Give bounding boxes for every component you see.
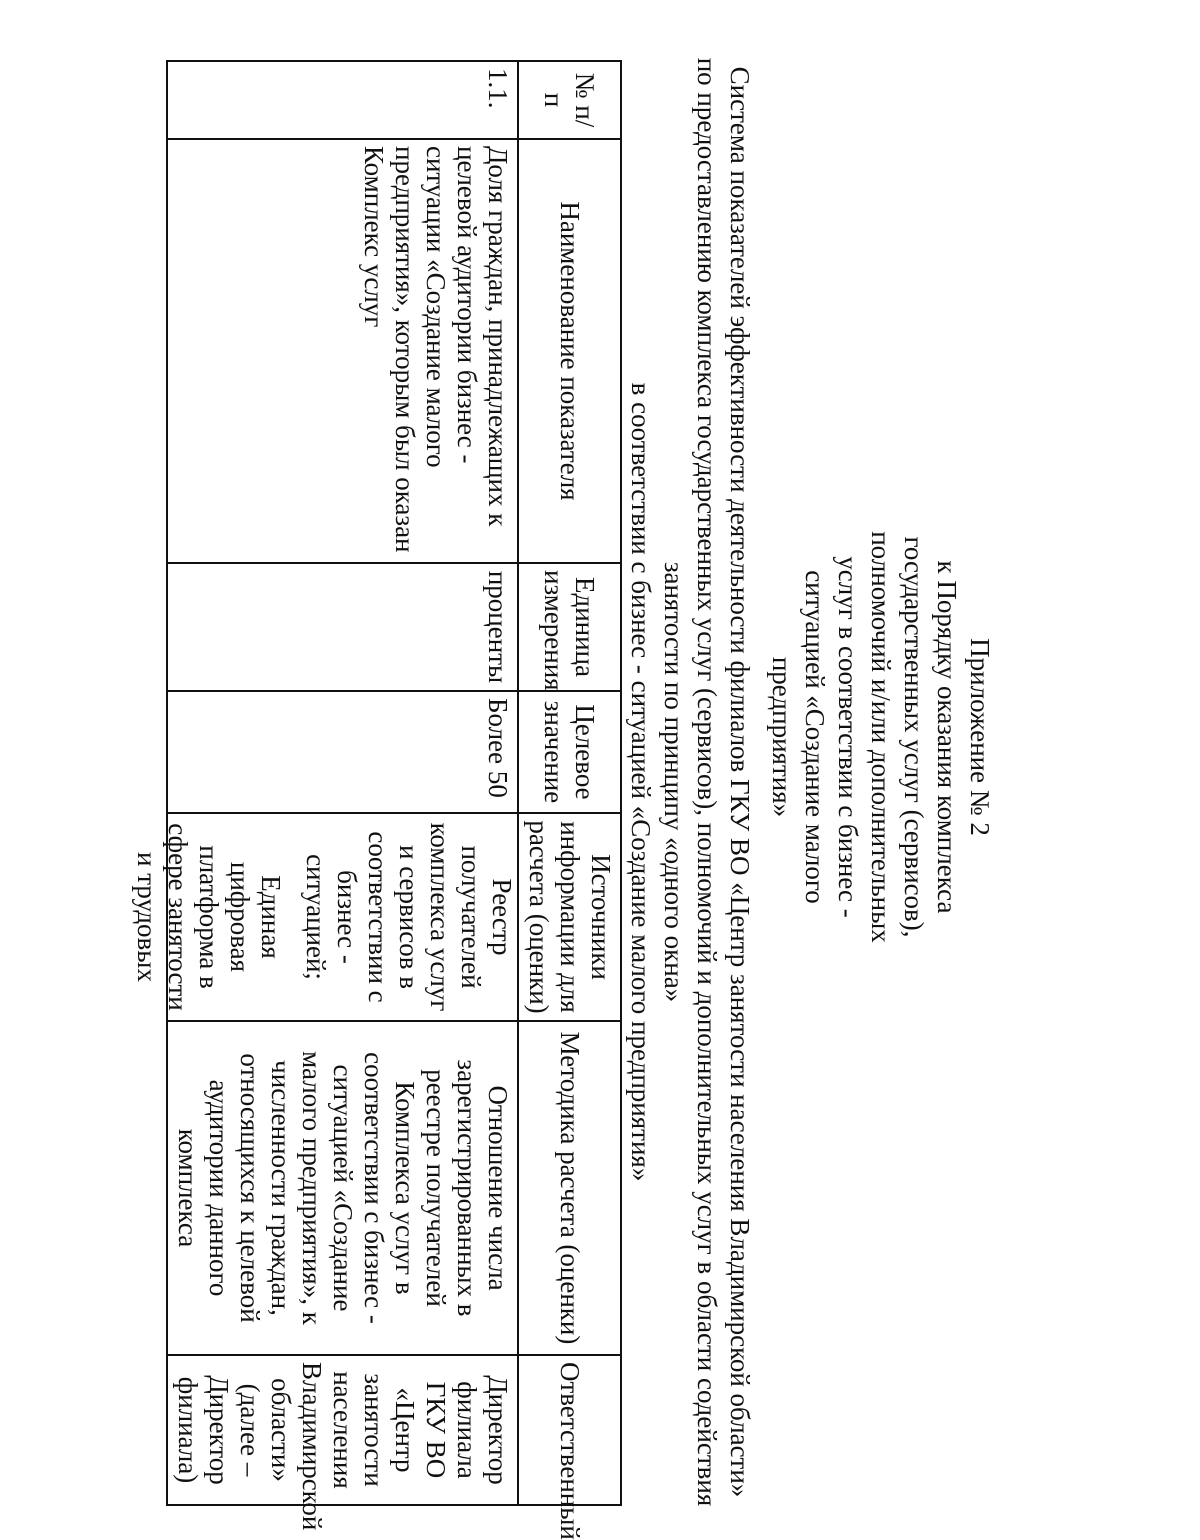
appendix-line: Приложение № 2 — [965, 638, 995, 836]
appendix-line: предприятия» — [767, 656, 797, 818]
cell-target: Более 50 — [167, 691, 518, 813]
cell-method: Отношение числа зарегистрированных в реестре получателей Комплекса услуг в соответствии с бизнес - ситуацией «Создание малого предприятия», к численности граждан, относящихся к целевой аудитории данного комплекса — [167, 1021, 518, 1355]
appendix-line: государственных услуг (сервисов), — [899, 536, 929, 938]
title-line: в соответствии с бизнес - ситуацией «Создание малого предприятия» — [626, 382, 656, 1182]
cell-num: 1.1. — [167, 61, 518, 139]
header-name: Наименование показателя — [518, 139, 621, 563]
header-num: № п/п — [518, 61, 621, 139]
header-unit: Единица измерения — [518, 563, 621, 691]
appendix-note — [765, 437, 996, 1037]
appendix-line: полномочий и/или дополнительных — [866, 531, 896, 943]
sources-clip — [132, 820, 517, 1014]
source-platform: Единая цифровая платформа в сфере занятости и трудовых — [132, 823, 286, 1011]
source-gap — [286, 820, 300, 1014]
header-target: Целевое значение — [518, 691, 621, 813]
source-reestr: Реестр получателей комплекса услуг и сервисов в соответствии с бизнес - ситуацией; — [301, 822, 517, 1012]
appendix-line: услуг в соответствии с бизнес - — [833, 556, 863, 918]
table-row — [167, 61, 518, 1505]
cell-responsible: Директор филиала ГКУ ВО «Центр занятости населения Владимирской области» (далее – Директор филиала) — [167, 1355, 518, 1505]
table-header-row — [518, 61, 621, 1505]
title-line: занятости по принципу «одного окна» — [659, 561, 689, 1003]
cell-unit: проценты — [167, 563, 518, 691]
header-responsible: Ответственный — [518, 1355, 621, 1505]
appendix-line: ситуацией «Создание малого — [800, 570, 830, 904]
title-line: по предоставлению комплекса государственных услуг (сервисов), полномочий и дополнительных услуг в области содействия — [692, 57, 722, 1507]
document-title — [624, 52, 756, 1512]
title-line: Система показателей эффективности деятельности филиалов ГКУ ВО «Центр занятости населения Владимирской области» — [725, 66, 755, 1498]
cell-sources — [132, 813, 518, 1021]
indicators-table — [132, 60, 622, 1540]
header-method: Методика расчета (оценки) — [518, 1021, 621, 1355]
rotated-landscape-page — [46, 52, 1136, 1540]
header-sources: Источники информации для расчета (оценки) — [518, 813, 621, 1021]
appendix-line: к Порядку оказания комплекса — [932, 560, 962, 914]
cell-name: Доля граждан, принадлежащих к целевой аудитории бизнес - ситуации «Создание малого предприятия», которым был оказан Комплекс услуг — [167, 139, 518, 563]
